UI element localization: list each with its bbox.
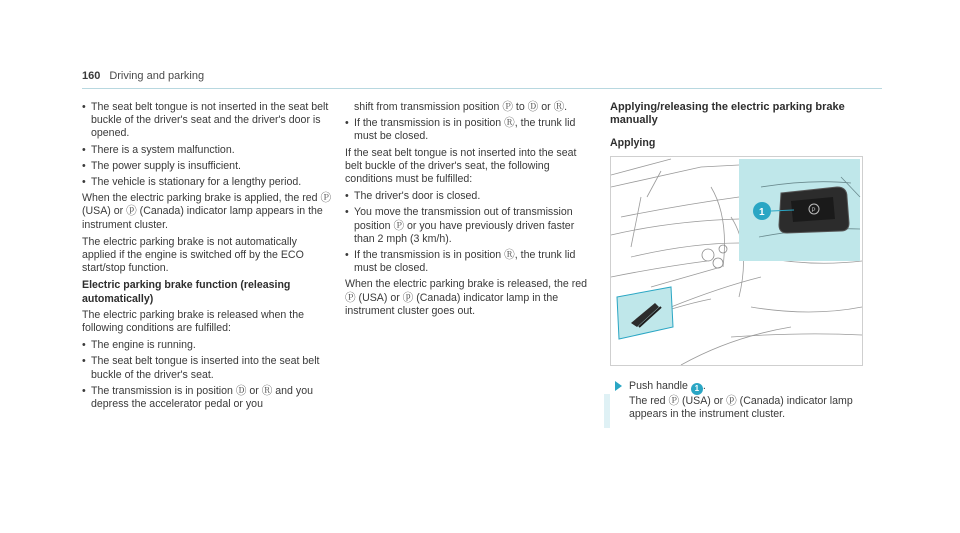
paragraph-released: When the electric parking brake is released, the red Ⓟ (USA) or ⓟ (Canada) indicator lamp in the instrument cluster goes out. [345, 278, 588, 317]
step-lead: Push handle [629, 380, 688, 393]
list-item: • The driver's door is closed. [345, 190, 595, 203]
handle-marker-icon: 1 [691, 383, 703, 395]
conditions-list-a [82, 101, 332, 189]
heading-release-auto: Electric parking brake function (releasing automatically) [82, 279, 291, 305]
list-item: • The vehicle is stationary for a lengthy period. [82, 176, 332, 189]
step-tail: . [702, 380, 706, 393]
paragraph-applied: When the electric parking brake is applied, the red Ⓟ (USA) or ⓟ (Canada) indicator lamp appears in the instrument cluster. [82, 192, 332, 231]
parking-brake-illustration [610, 156, 863, 366]
list-item: • The transmission is in position Ⓓ or Ⓡ and you depress the accelerator pedal or you [82, 385, 332, 411]
conditions-list-b [82, 339, 332, 411]
paragraph-release-conditions: The electric parking brake is released when the following conditions are fulfilled: [82, 308, 304, 335]
heading-manual: Applying/releasing the electric parking brake manually [610, 101, 845, 127]
list-item: • If the transmission is in position Ⓡ, the trunk lid must be closed. [345, 117, 595, 143]
list-item: • There is a system malfunction. [82, 144, 332, 157]
list-item: • The power supply is insufficient. [82, 160, 332, 173]
step-arrow-icon [615, 381, 622, 391]
callout-number: 1 [759, 207, 765, 219]
list-item: • The seat belt tongue is not inserted in the seat belt buckle of the driver's seat and the driver's door is opened. [82, 101, 332, 141]
column-2 [345, 101, 595, 322]
list-item: • If the transmission is in position Ⓡ, the trunk lid must be closed. [345, 249, 595, 275]
list-item: • The engine is running. [82, 339, 332, 352]
svg-text:P: P [811, 208, 816, 215]
conditions-list-c [345, 117, 595, 143]
step-push-handle [610, 380, 870, 421]
page-header [82, 70, 882, 83]
paragraph-seatbelt: If the seat belt tongue is not inserted into the seat belt buckle of the driver's seat, the following conditions must be fulfilled: [345, 146, 577, 186]
step-instruction [629, 380, 870, 395]
list-item: • You move the transmission out of transmission position Ⓟ or you have previously driven faster than 2 mph (3 km/h). [345, 206, 595, 246]
step-detail: The red Ⓟ (USA) or ⓟ (Canada) indicator lamp appears in the instrument cluster. [629, 395, 853, 421]
header-rule [82, 88, 882, 89]
column-1 [82, 101, 332, 414]
list-item: • The seat belt tongue is inserted into the seat belt buckle of the driver's seat. [82, 355, 332, 381]
paragraph-eco: The electric parking brake is not automatically applied if the engine is switched off by the ECO start/stop function. [82, 235, 304, 275]
dashboard-drawing [611, 157, 862, 365]
subheading-applying: Applying [610, 136, 656, 149]
column-3 [610, 101, 870, 421]
page-number: 160 [82, 70, 101, 82]
continued-text: shift from transmission position Ⓟ to Ⓓ or Ⓡ. [354, 101, 568, 113]
conditions-list-d [345, 190, 595, 275]
section-title: Driving and parking [109, 70, 205, 82]
